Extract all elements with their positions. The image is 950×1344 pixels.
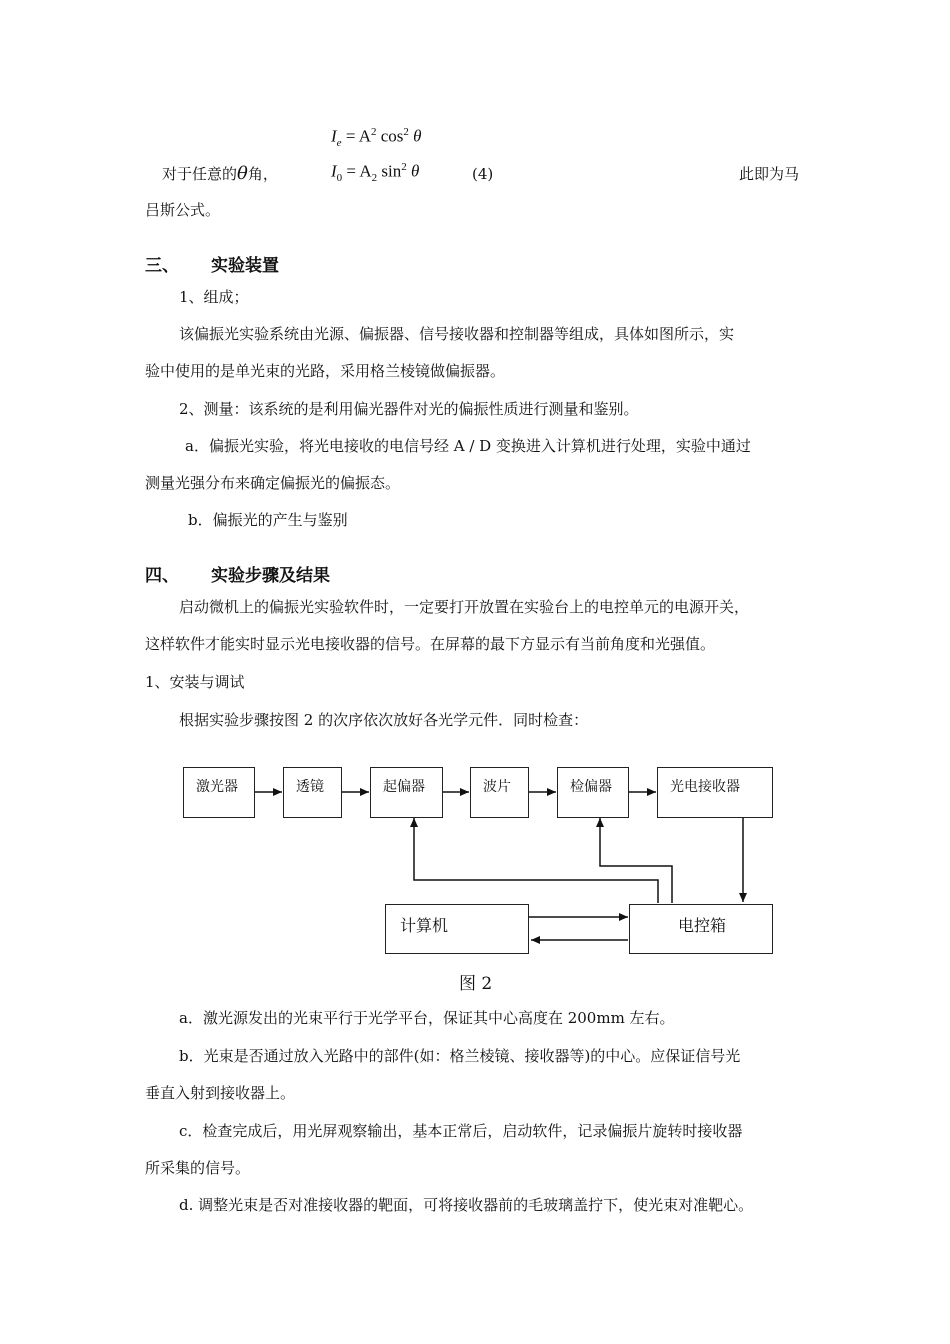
intro-text: 对于任意的θ角，	[162, 163, 278, 184]
box-lens: 透镜	[283, 767, 342, 818]
section-3-title: 实验装置	[211, 256, 279, 276]
arrow-controller-to-analyzer	[600, 818, 672, 903]
equation-number: (4)	[472, 165, 494, 183]
box-analyzer: 检偏器	[557, 767, 629, 818]
section-4-p1a: 启动微机上的偏振光实验软件时，一定要打开放置在实验台上的电控单元的电源开关，	[179, 598, 750, 616]
section-4-title: 实验步骤及结果	[211, 566, 330, 586]
section-3-p4a: a．偏振光实验，将光电接收的电信号经 A / D 变换进入计算机进行处理，实验中通过	[185, 437, 751, 455]
check-b-line-2: 垂直入射到接收器上。	[145, 1084, 296, 1102]
section-3-p1: 1、组成；	[179, 288, 249, 306]
section-3-number: 三、	[145, 256, 179, 276]
figure-caption: 图 2	[459, 974, 493, 994]
intro-line-2: 吕斯公式。	[145, 201, 221, 219]
malus-formula-line-1: $I_e = A^2$ $\cos^2 \theta$	[331, 126, 422, 150]
section-4-p1b: 这样软件才能实时显示光电接收器的信号。在屏幕的最下方显示有当前角度和光强值。	[145, 635, 716, 653]
box-laser: 激光器	[183, 767, 255, 818]
section-3-p2b: 验中使用的是单光束的光路，采用格兰棱镜做偏振器。	[145, 362, 506, 380]
intro-tail: 此即为马	[739, 165, 800, 183]
section-4-number: 四、	[145, 566, 179, 586]
box-controller: 电控箱	[629, 904, 773, 954]
box-computer: 计算机	[385, 904, 529, 954]
malus-formula-line-2: $I_0 = A_2$ $\sin^2 \theta$	[331, 161, 420, 185]
box-waveplate: 波片	[470, 767, 529, 818]
section-4-p2: 1、安装与调试	[145, 673, 245, 691]
section-3-p3: 2、测量：该系统的是利用偏光器件对光的偏振性质进行测量和鉴别。	[179, 400, 639, 418]
section-3-p4b: 测量光强分布来确定偏振光的偏振态。	[145, 474, 401, 492]
check-c-line-2: 所采集的信号。	[145, 1159, 251, 1177]
box-photo-receiver: 光电接收器	[657, 767, 773, 818]
check-c-line-1: c．检查完成后，用光屏观察输出，基本正常后，启动软件，记录偏振片旋转时接收器	[179, 1122, 743, 1140]
box-polarizer: 起偏器	[370, 767, 443, 818]
section-3-p2a: 该偏振光实验系统由光源、偏振器、信号接收器和控制器等组成，具体如图所示，实	[179, 325, 735, 343]
check-b-line-1: b．光束是否通过放入光路中的部件(如：格兰棱镜、接收器等)的中心。应保证信号光	[179, 1047, 741, 1065]
check-a: a．激光源发出的光束平行于光学平台，保证其中心高度在 200mm 左右。	[179, 1009, 675, 1027]
check-d: d. 调整光束是否对准接收器的靶面，可将接收器前的毛玻璃盖拧下，使光束对准靶心。	[179, 1196, 754, 1214]
section-4-p3: 根据实验步骤按图 2 的次序依次放好各光学元件．同时检查：	[179, 711, 589, 729]
arrow-controller-to-polarizer	[414, 818, 658, 903]
section-3-p5: b．偏振光的产生与鉴别	[188, 511, 348, 529]
